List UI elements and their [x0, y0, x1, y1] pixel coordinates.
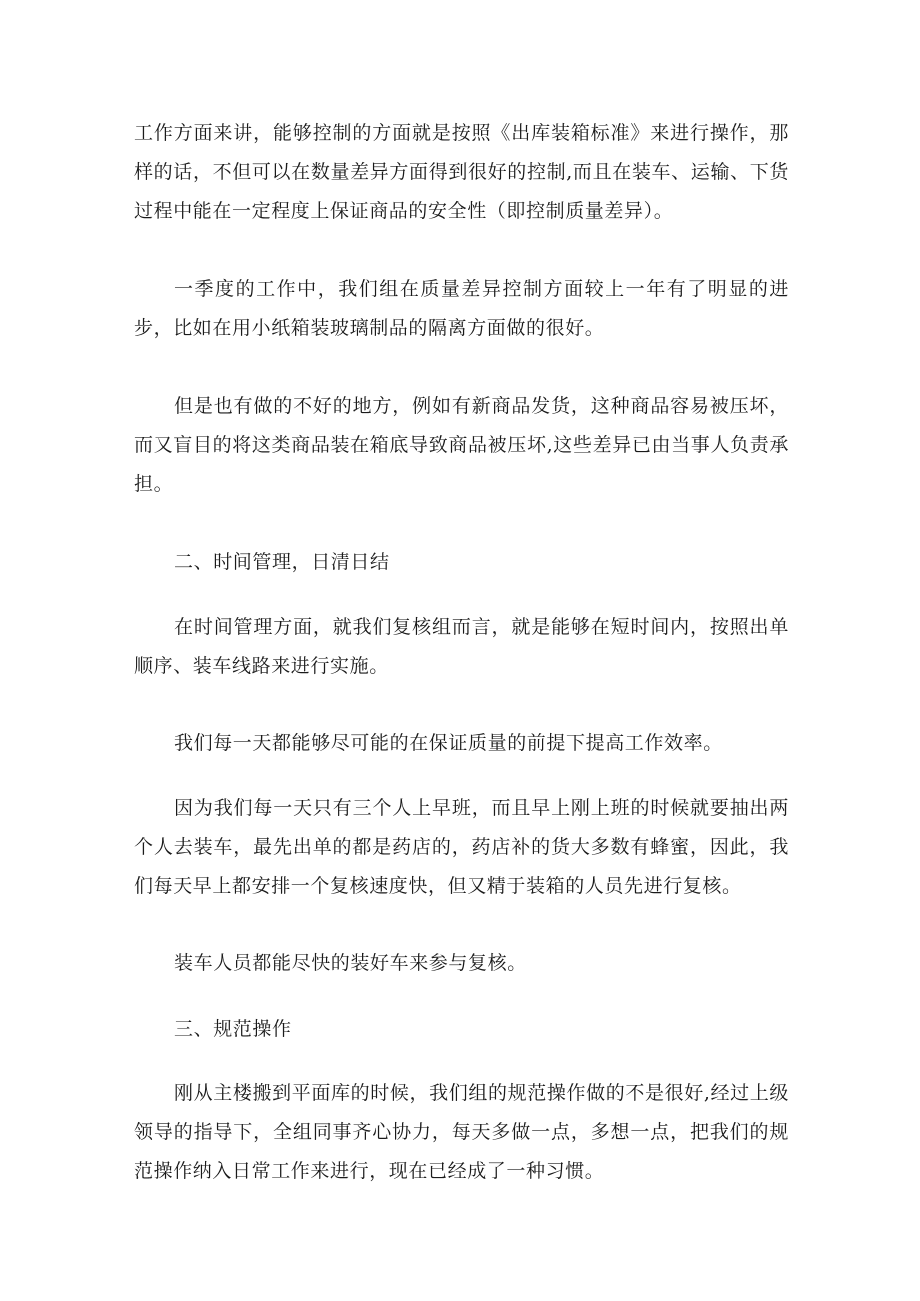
section-heading-standard-operation: 三、规范操作 — [174, 1018, 292, 1040]
paragraph-shortcomings: 但是也有做的不好的地方，例如有新商品发货，这种商品容易被压坏，而又盲目的将这类商品装在箱底导致商品被压坏,这些差异已由当事人负责承担。 — [134, 395, 789, 495]
paragraph-loading-staff: 装车人员都能尽快的装好车来参与复核。 — [174, 952, 527, 974]
paragraph-morning-shift: 因为我们每一天只有三个人上早班，而且早上刚上班的时候就要抽出两个人去装车，最先出单的都是药店的，药店补的货大多数有蜂蜜，因此，我们每天早上都安排一个复核速度快，但又精于装箱的人员先进行复核。 — [134, 797, 789, 897]
paragraph-quality-control: 一季度的工作中，我们组在质量差异控制方面较上一年有了明显的进步，比如在用小纸箱装玻璃制品的隔离方面做的很好。 — [134, 278, 789, 339]
paragraph-standard-operation: 刚从主楼搬到平面库的时候，我们组的规范操作做的不是很好,经过上级领导的指导下，全组同事齐心协力，每天多做一点，多想一点，把我们的规范操作纳入日常工作来进行，现在已经成了一种习惯。 — [134, 1082, 789, 1182]
section-heading-time-management: 二、时间管理，日清日结 — [174, 551, 390, 573]
paragraph-efficiency: 我们每一天都能够尽可能的在保证质量的前提下提高工作效率。 — [174, 732, 723, 754]
paragraph-time-management: 在时间管理方面，就我们复核组而言，就是能够在短时间内，按照出单顺序、装车线路来进行实施。 — [134, 616, 789, 677]
paragraph-outbound-packing: 工作方面来讲，能够控制的方面就是按照《出库装箱标准》来进行操作，那样的话，不但可以在数量差异方面得到很好的控制,而且在装车、运输、下货过程中能在一定程度上保证商品的安全性（即控制质量差异）。 — [134, 122, 789, 222]
